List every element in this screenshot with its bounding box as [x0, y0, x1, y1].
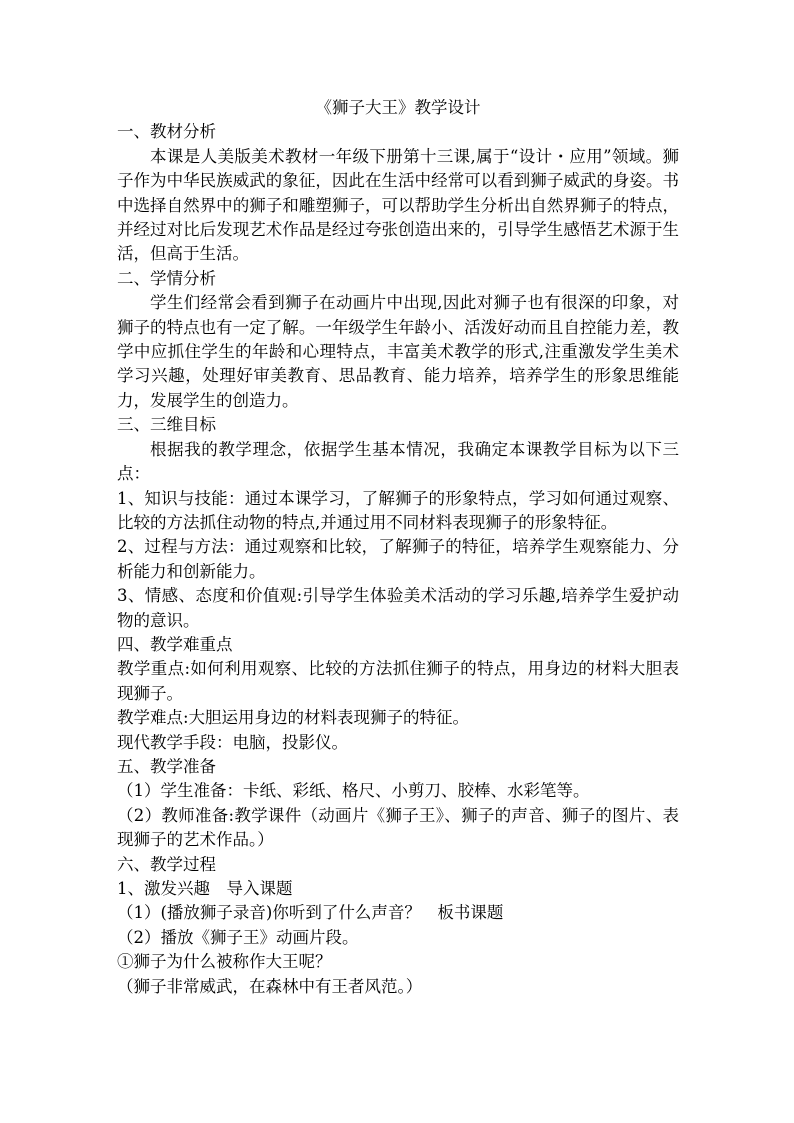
document-title: 《狮子大王》教学设计: [315, 98, 481, 117]
key-point-item: 教学重点:如何利用观察、比较的方法抓住狮子的特点，用身边的材料大胆表现狮子。: [117, 659, 679, 703]
paragraph-textbook-analysis: 本课是人美版美术教材一年级下册第十三课,属于“设计・应用”领域。狮子作为中华民族威武的象征，因此在生活中经常可以看到狮子威武的身姿。书中选择自然界中的狮子和雕塑狮子，可以帮助学生分析出自然界狮子的特点，并经过对比后发现艺术作品是经过夸张创造出来的，引导学生感悟艺术源于生活，但高于生活。: [117, 146, 679, 264]
section-heading-teaching-process: 六、教学过程: [117, 854, 216, 874]
document-page: [117, 96, 679, 999]
teaching-means-item: 现代教学手段：电脑，投影仪。: [117, 732, 348, 752]
section-heading-learner-analysis: 二、学情分析: [117, 268, 216, 288]
section-heading-textbook-analysis: 一、教材分析: [117, 122, 216, 142]
process-step-item: 1、激发兴趣 导入课题: [117, 879, 293, 898]
answer-item: （狮子非常威武，在森林中有王者风范。）: [117, 976, 423, 996]
student-preparation-item: （1）学生准备：卡纸、彩纸、格尺、小剪刀、胶棒、水彩笔等。: [117, 781, 590, 801]
goal-item-knowledge: 1、知识与技能：通过本课学习，了解狮子的形象特点，学习如何通过观察、比较的方法抓住动物的特点,并通过用不同材料表现狮子的形象特征。: [117, 488, 679, 532]
difficulty-item: 教学难点:大胆运用身边的材料表现狮子的特征。: [117, 708, 470, 728]
question-item: ①狮子为什么被称作大王呢？: [117, 952, 332, 972]
paragraph-learner-analysis: 学生们经常会看到狮子在动画片中出现,因此对狮子也有很深的印象，对狮子的特点也有一定了解。一年级学生年龄小、活泼好动而且自控能力差，教学中应抓住学生的年龄和心理特点，丰富美术教学的形式,注重激发学生美术学习兴趣，处理好审美教育、思品教育、能力培养，培养学生的形象思维能力，发展学生的创造力。: [117, 293, 679, 410]
section-heading-key-points: 四、教学难重点: [117, 634, 233, 654]
process-sub-item: （2）播放《狮子王》动画片段。: [117, 927, 359, 947]
process-sub-item: （1）(播放狮子录音)你听到了什么声音？ 板书课题: [117, 903, 504, 923]
section-heading-three-goals: 三、三维目标: [117, 415, 216, 435]
goal-item-emotion: 3、情感、态度和价值观:引导学生体验美术活动的学习乐趣,培养学生爱护动物的意识。: [117, 586, 679, 630]
goal-item-process: 2、过程与方法：通过观察和比较，了解狮子的特征，培养学生观察能力、分析能力和创新能力。: [117, 537, 679, 581]
teacher-preparation-item: （2）教师准备:教学课件（动画片《狮子王》、狮子的声音、狮子的图片、表现狮子的艺术作品。）: [117, 805, 679, 850]
section-heading-preparation: 五、教学准备: [117, 756, 216, 776]
paragraph-goals-intro: 根据我的教学理念，依据学生基本情况，我确定本课教学目标为以下三点：: [117, 439, 679, 484]
